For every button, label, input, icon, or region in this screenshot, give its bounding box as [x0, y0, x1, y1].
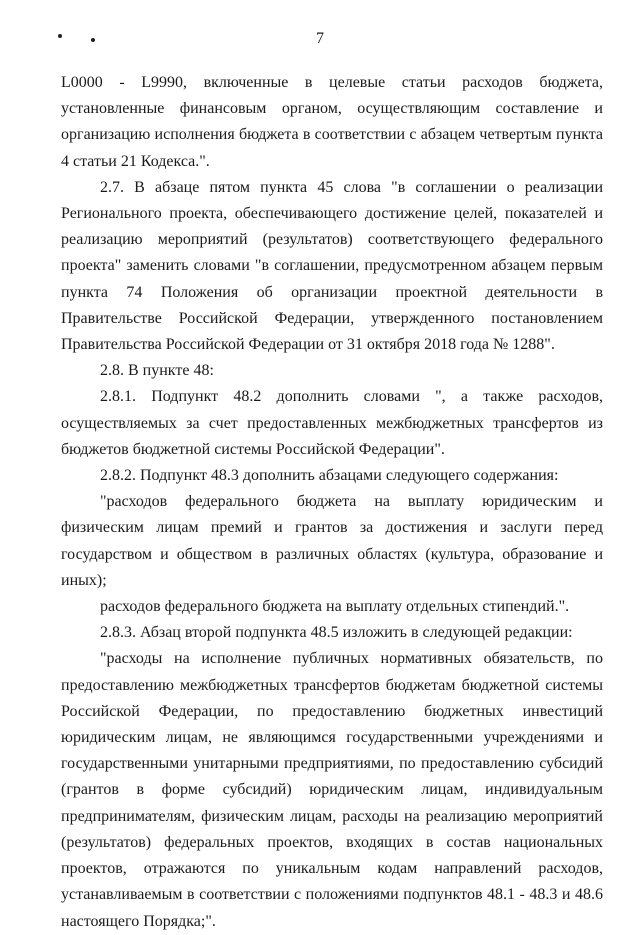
- paragraph-2-8-2: 2.8.2. Подпункт 48.3 дополнить абзацами следующего содержания:: [100, 467, 559, 485]
- paragraph-quote-premiums: "расходов федерального бюджета на выплату юридическим и физическим лицам премий и грантов за достижения и заслуги перед государством и обществом в различных областях (культура, образование и иных);: [61, 493, 603, 589]
- paragraph-2-8: 2.8. В пункте 48:: [100, 362, 214, 380]
- page-number: 7: [316, 30, 324, 47]
- paragraph-2-8-1: 2.8.1. Подпункт 48.2 дополнить словами ", а также расходов, осуществляемых за счет предоставленных межбюджетных трансфертов из бюджетов бюджетной системы Российской Федерации".: [61, 388, 603, 458]
- document-body: [61, 70, 603, 935]
- paragraph-2-8-3: 2.8.3. Абзац второй подпункта 48.5 изложить в следующей редакции:: [100, 624, 573, 642]
- paragraph-continuation: L0000 - L9990, включенные в целевые статьи расходов бюджета, установленные финансовым органом, осуществляющим составление и организацию исполнения бюджета в соответствии с абзацем четвертым пункта 4 статьи 21 Кодекса.".: [61, 74, 603, 170]
- paragraph-2-7: 2.7. В абзаце пятом пункта 45 слова "в соглашении о реализации Регионального проекта, обеспечивающего достижение целей, показателей и реализацию мероприятий (результатов) соответствующего федерального проекта" заменить словами "в соглашении, предусмотренном абзацем первым пункта 74 Положения об организации проектной деятельности в Правительстве Российской Федерации, утвержденного постановлением Правительства Российской Федерации от 31 октября 2018 года № 1288".: [61, 178, 603, 354]
- paragraph-quote-expenses: "расходы на исполнение публичных нормативных обязательств, по предоставлению межбюджетных трансфертов бюджетам бюджетной системы Российской Федерации, по предоставлению бюджетных инвестиций юридическим лицам, не являющимся государственными учреждениями и государственными унитарными предприятиями, по предоставлению субсидий (грантов в форме субсидий) юридическим лицам, индивидуальным предпринимателям, физическим лицам, расходы на реализацию мероприятий (результатов) федеральных проектов, входящих в состав национальных проектов, отражаются по уникальным кодам направлений расходов, устанавливаемым в соответствии с положениями подпунктов 48.1 - 48.3 и 48.6 настоящего Порядка;".: [61, 650, 603, 930]
- paragraph-quote-stipends: расходов федерального бюджета на выплату отдельных стипендий.".: [100, 598, 570, 616]
